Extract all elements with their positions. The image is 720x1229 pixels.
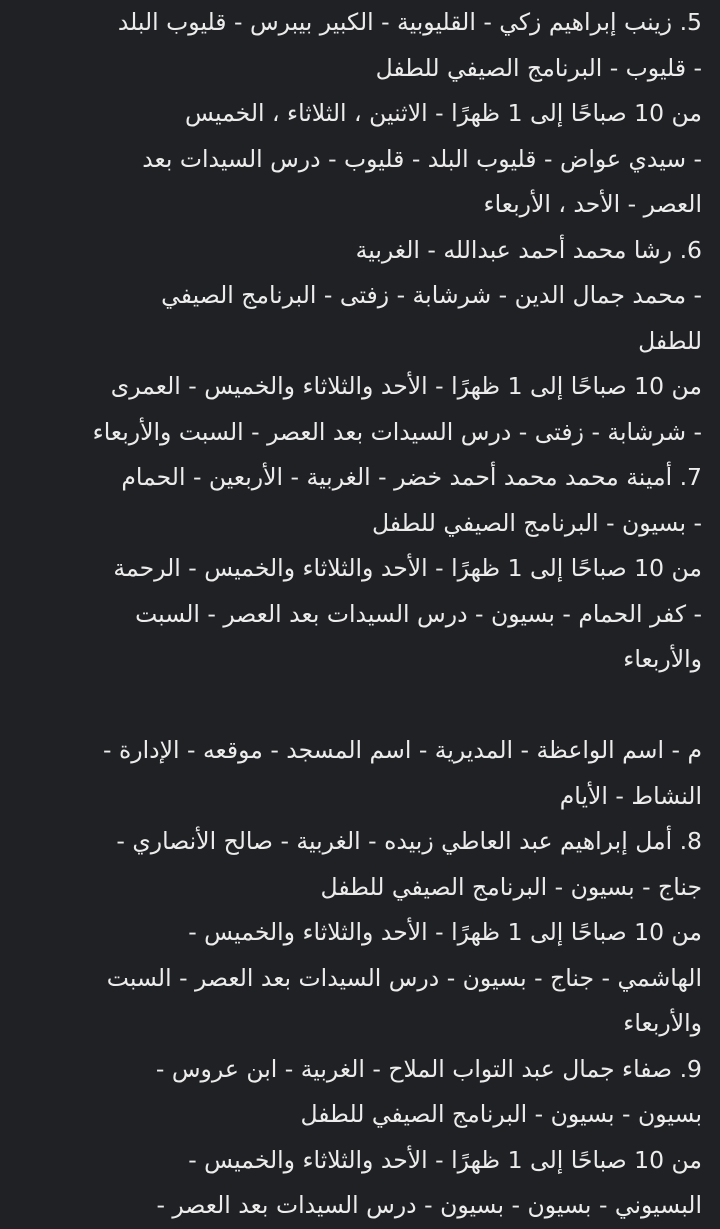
text-line: - محمد جمال الدين - شرشابة - زفتى - البرنامج الصيفي — [161, 281, 702, 309]
text-line: من 10 صباحًا إلى 1 ظهرًا - الأحد والثلاثاء والخميس - — [188, 918, 702, 946]
text-line: 6. رشا محمد أحمد عبدالله - الغربية — [355, 235, 702, 264]
text-line: البسيوني - بسيون - بسيون - درس السيدات بعد العصر - — [156, 1191, 702, 1219]
text-line: من 10 صباحًا إلى 1 ظهرًا - الأحد والثلاثاء والخميس - الرحمة — [113, 554, 702, 582]
text-line: من 10 صباحًا إلى 1 ظهرًا - الأحد والثلاثاء والخميس - — [188, 1145, 702, 1174]
blank-line — [14, 683, 702, 729]
text-line: من 10 صباحًا إلى 1 ظهرًا - الأحد والثلاثاء والخميس - العمرى — [110, 372, 702, 400]
text-line: - شرشابة - زفتى - درس السيدات بعد العصر - السبت والأربعاء — [92, 417, 702, 446]
text-line: م - اسم الواعظة - المديرية - اسم المسجد - موقعه - الإدارة - — [103, 736, 702, 764]
text-line: - قليوب - البرنامج الصيفي للطفل — [375, 53, 702, 82]
text-line: من 10 صباحًا إلى 1 ظهرًا - الاثنين ، الثلاثاء ، الخميس — [185, 99, 702, 127]
text-line: جناج - بسيون - البرنامج الصيفي للطفل — [320, 872, 702, 901]
text-line: 7. أمينة محمد محمد أحمد خضر - الغربية - الأربعين - الحمام — [121, 463, 702, 491]
text-line: للطفل — [638, 326, 702, 355]
text-line: بسيون - بسيون - البرنامج الصيفي للطفل — [300, 1100, 702, 1128]
message-body — [14, 0, 702, 1229]
text-line: - كفر الحمام - بسيون - درس السيدات بعد العصر - السبت — [135, 599, 702, 628]
text-line: والأربعاء — [623, 645, 702, 673]
text-line: والأربعاء — [623, 1009, 702, 1037]
text-line: - سيدي عواض - قليوب البلد - قليوب - درس السيدات بعد — [142, 144, 702, 173]
text-line: 9. صفاء جمال عبد التواب الملاح - الغربية - ابن عروس - — [155, 1054, 702, 1083]
text-line: العصر - الأحد ، الأربعاء — [483, 190, 702, 218]
text-line: 5. زينب إبراهيم زكي - القليوبية - الكبير بيبرس - قليوب البلد — [117, 8, 702, 36]
text-line: الهاشمي - جناج - بسيون - درس السيدات بعد العصر - السبت — [106, 963, 702, 992]
text-line: - بسيون - البرنامج الصيفي للطفل — [371, 508, 702, 537]
text-line: النشاط - الأيام — [559, 781, 702, 810]
text-line: 8. أمل إبراهيم عبد العاطي زبيده - الغربية - صالح الأنصاري - — [116, 827, 702, 855]
